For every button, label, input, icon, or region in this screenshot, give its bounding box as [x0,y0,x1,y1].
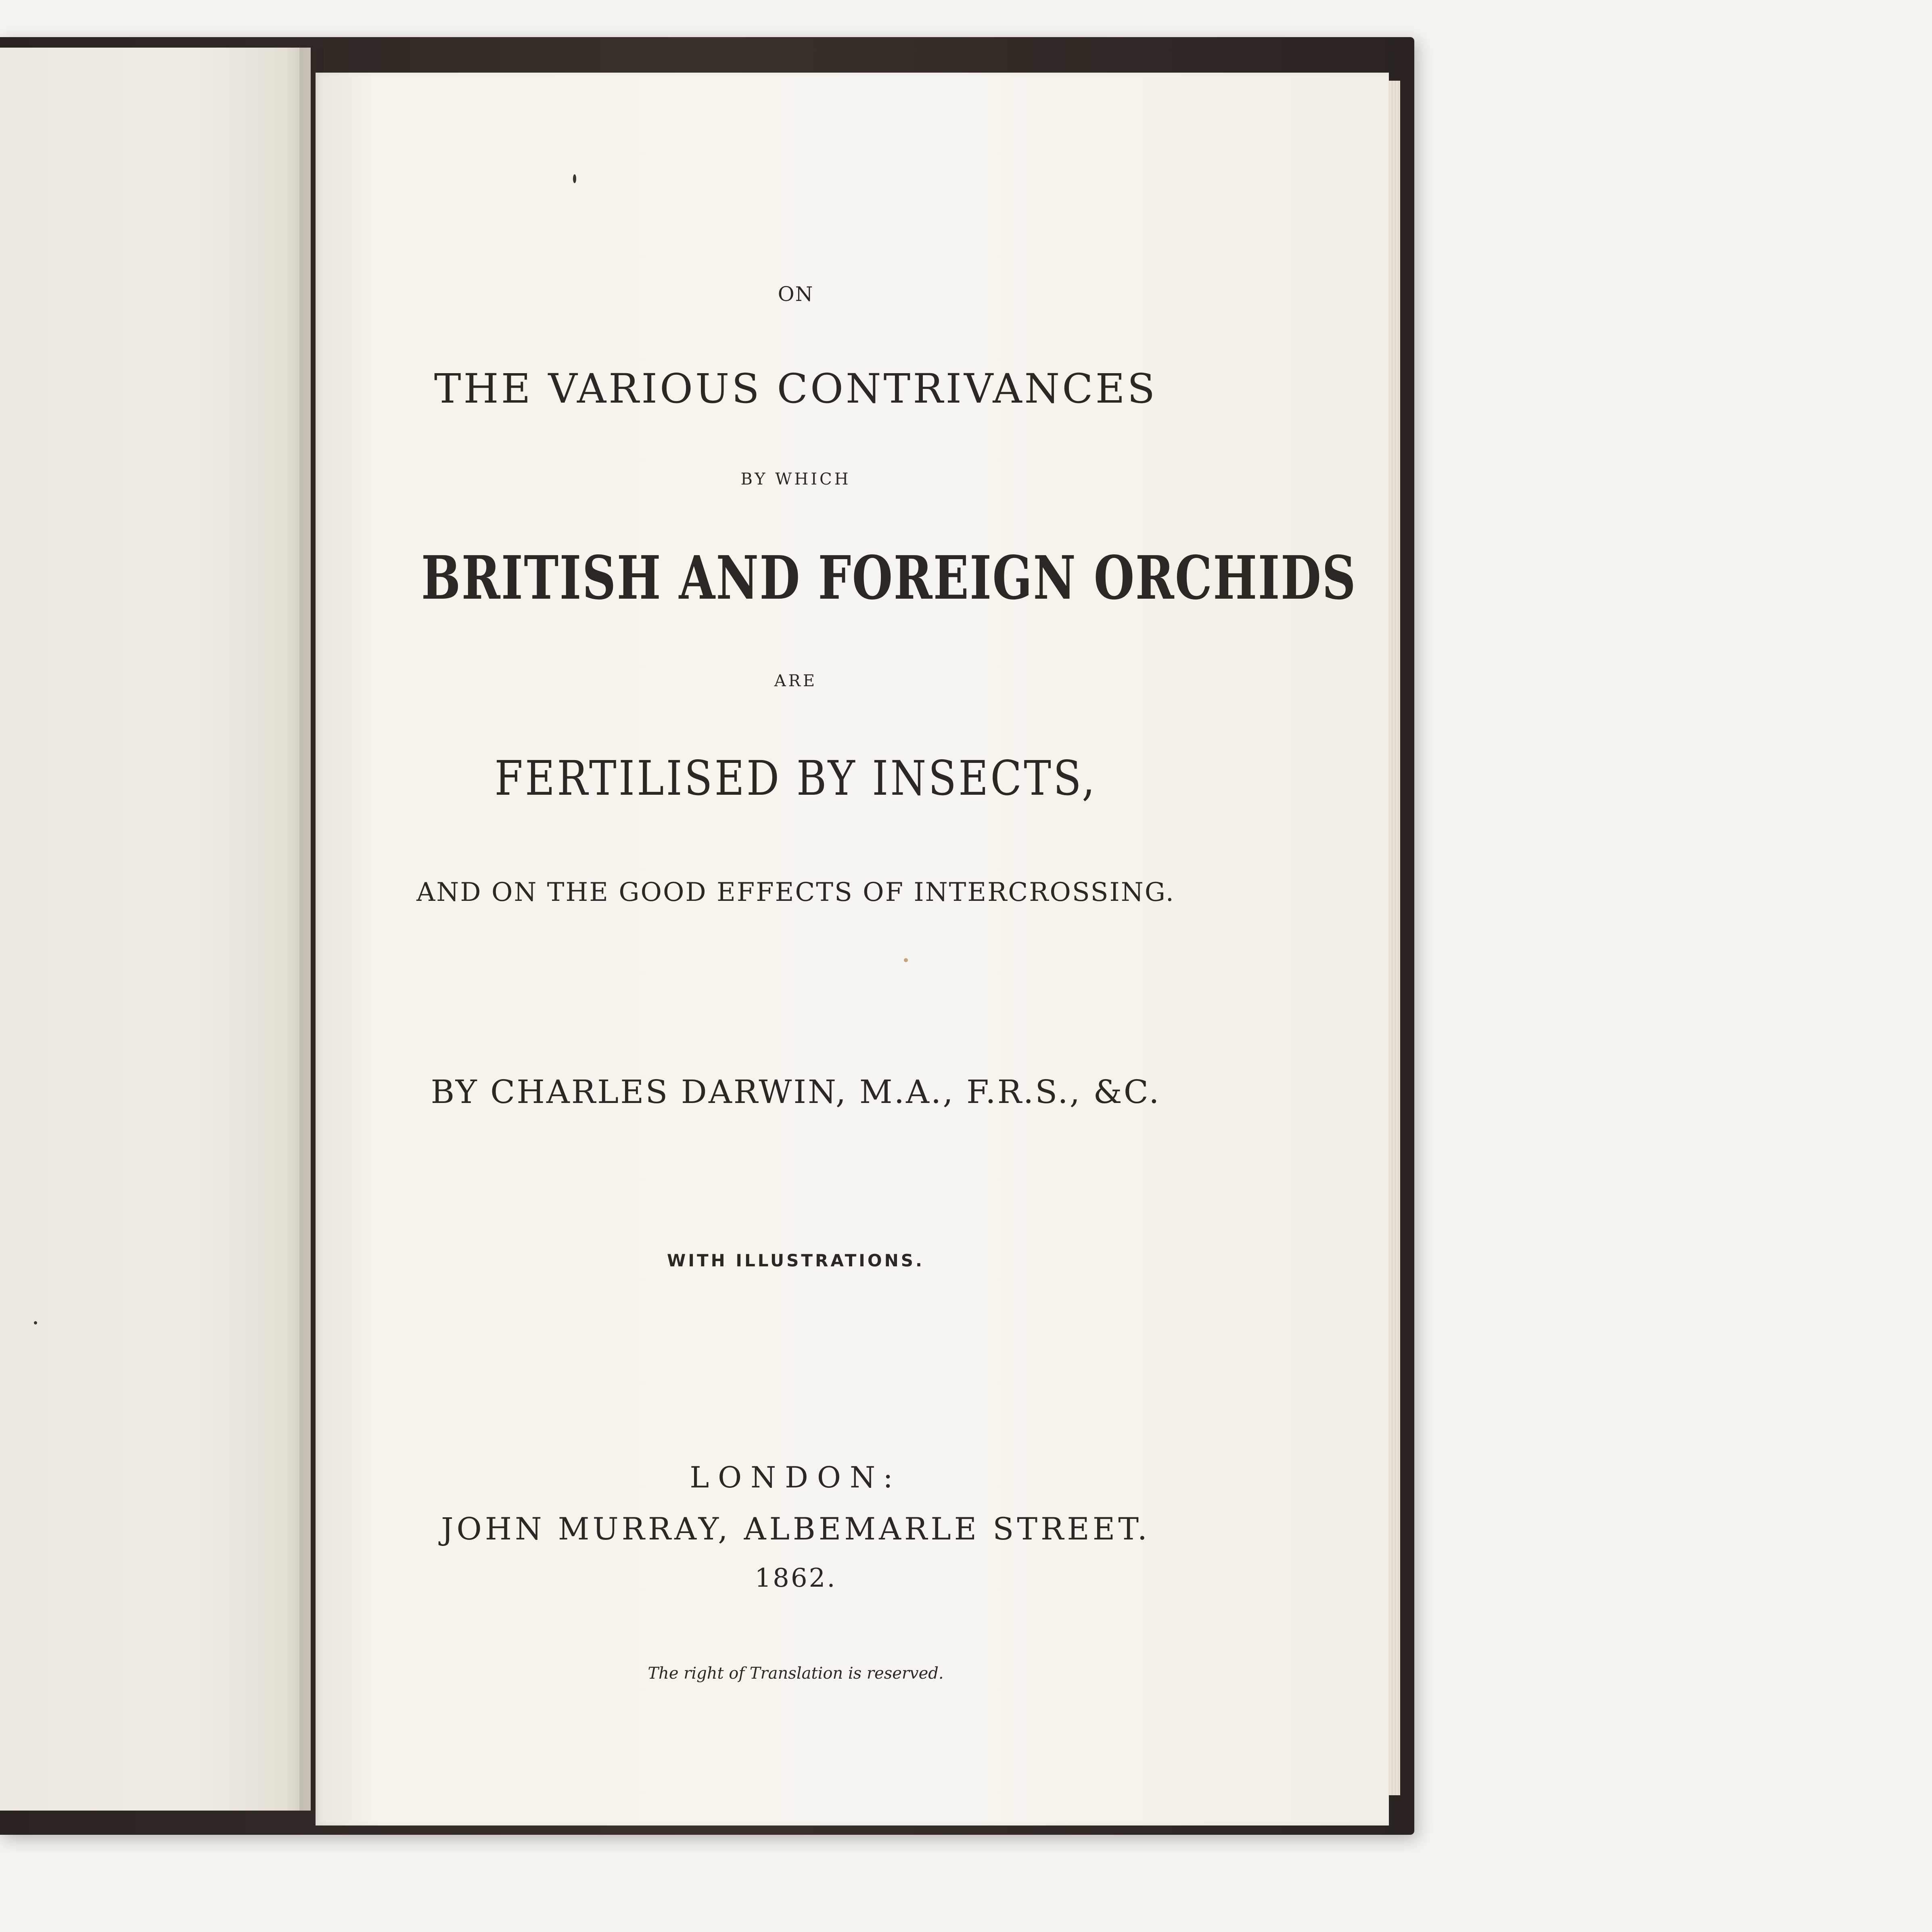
blank-left-page [0,48,311,1811]
title-line-intercrossing: AND ON THE GOOD EFFECTS OF INTERCROSSING. [416,877,1175,907]
imprint-publisher: JOHN MURRAY, ALBEMARLE STREET. [441,1511,1150,1547]
foxing-spot [904,958,908,962]
title-line-on: ON [778,282,814,306]
title-line-are: ARE [774,672,818,690]
imprint-year: 1862. [755,1563,837,1593]
rights-notice: The right of Translation is reserved. [648,1664,944,1683]
ink-speck [573,174,576,183]
title-line-orchids: BRITISH AND FOREIGN ORCHIDS [421,543,1357,613]
title-page [316,73,1389,1825]
illustrations-line: WITH ILLUSTRATIONS. [667,1251,924,1270]
ink-speck [34,1321,37,1324]
imprint-city: LONDON: [690,1460,902,1494]
title-line-various: THE VARIOUS CONTRIVANCES [434,365,1158,412]
author-line: BY CHARLES DARWIN, M.A., F.R.S., &C. [431,1073,1161,1111]
title-line-fertilised: FERTILISED BY INSECTS, [494,750,1097,806]
title-line-by-which: BY WHICH [740,470,851,489]
